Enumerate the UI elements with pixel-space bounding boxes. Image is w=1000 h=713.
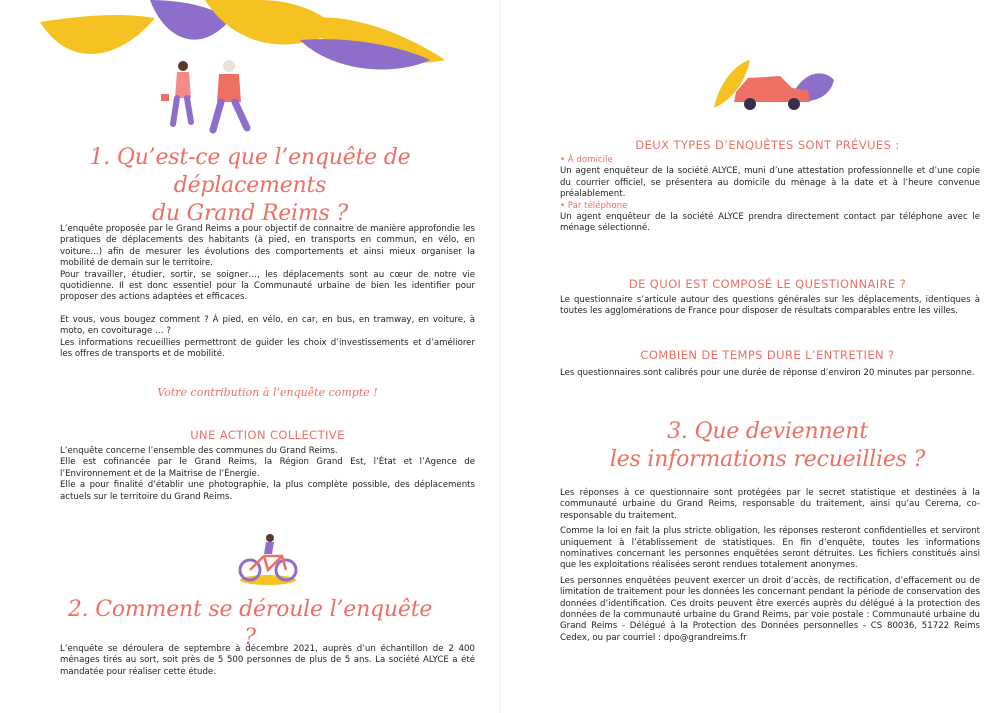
phone-survey-label: • Par téléphone: [560, 200, 628, 211]
section2-paragraph-1: L’enquête se déroulera de septembre à décembre 2021, auprès d’un échantillon de 2 400 ménages tirés au sort, soit près de 5 500 personnes de plus de 5 ans. La société ALYCE a été mandatée pour réaliser cette étude.: [60, 644, 475, 677]
section1-paragraph-2: Pour travailler, étudier, sortir, se soigner…, les déplacements sont au cœur de notre vie quotidienne. Il est donc essentiel pour la Communauté urbaine de bien les identifier pour proposer des actions adaptées et efficaces.: [60, 269, 475, 303]
section1-title-line2: du Grand Reims ?: [151, 201, 349, 226]
phone-survey-text: Un agent enquêteur de la société ALYCE prendra directement contact par téléphone avec le ménage sélectionné.: [560, 212, 980, 234]
section3-body: [560, 488, 980, 644]
survey-types-body: [560, 155, 980, 235]
collective-line-1: L’enquête concerne l’ensemble des communes du Grand Reims.: [60, 446, 338, 456]
home-survey-label: • À domicile: [560, 155, 613, 165]
survey-types-heading: DEUX TYPES D’ENQUÊTES SONT PRÉVUES :: [635, 138, 900, 152]
duration-text: Les questionnaires sont calibrés pour une durée de réponse d’environ 20 minutes par personne.: [560, 368, 975, 378]
collective-body: [60, 446, 475, 503]
duration-body: [560, 368, 980, 379]
questionnaire-body: [560, 295, 980, 318]
home-survey-text: Un agent enquêteur de la société ALYCE, muni d’une attestation professionnelle et d’une copie du courrier officiel, se présentera au domicile du ménage à la date et à l’heure convenue préalablement.: [560, 166, 980, 200]
section3-paragraph-1: Les réponses à ce questionnaire sont protégées par le secret statistique et destinées à la communauté urbaine du Grand Reims, responsable du traitement, ainsi qu’au Cerema, co-responsable du traitement.: [560, 488, 980, 521]
section1-paragraph-3: Et vous, vous bougez comment ? À pied, en vélo, en car, en bus, en tramway, en voiture, à moto, en covoiturage … ?: [60, 314, 475, 337]
section2-title: 2. Comment se déroule l’enquête ?: [67, 597, 433, 650]
duration-heading: COMBIEN DE TEMPS DURE L’ENTRETIEN ?: [640, 348, 895, 362]
questionnaire-text: Le questionnaire s’articule autour des questions générales sur les déplacements, identiques à toutes les agglomérations de France pour disposer de résultats comparables entre les villes.: [560, 295, 980, 317]
section3-title-line2: les informations recueillies ?: [609, 447, 926, 472]
section3-title-line1: 3. Que deviennent: [667, 419, 868, 444]
questionnaire-heading: DE QUOI EST COMPOSÉ LE QUESTIONNAIRE ?: [628, 277, 907, 291]
section3-paragraph-2: Comme la loi en fait la plus stricte obligation, les réponses resteront confidentielles et serviront uniquement à l’établissement de statistiques. En fin d’enquête, toutes les informations nominatives concernant les personnes enquêtées seront détruites. Les fichiers constitués ainsi que les exploitations réalisées seront rendues totalement anonymes.: [560, 526, 980, 571]
section1-paragraph-1: L’enquête proposée par le Grand Reims a pour objectif de connaitre de manière approfondie les pratiques de déplacements des habitants (à pied, en transports en commun, en vélo, en voiture…) afin de mesurer les évolutions des comportements et ainsi mieux organiser la mobilité de demain sur le territoire.: [60, 224, 475, 269]
section1-title-line1: 1. Qu’est-ce que l’enquête de déplacements: [89, 145, 411, 198]
cyclist-icon: [236, 530, 300, 586]
section1-title: [60, 144, 440, 228]
car-icon: [710, 58, 836, 118]
section3-title: [560, 418, 975, 474]
walking-people-icon: [155, 58, 255, 140]
section1-paragraph-4: Les informations recueillies permettront de guider les choix d’investissements et d’améliorer les offres de transports et de mobilité.: [60, 337, 475, 360]
section1-body: [60, 224, 475, 360]
right-page: [500, 0, 1000, 713]
collective-heading: UNE ACTION COLLECTIVE: [190, 428, 345, 442]
collective-line-2: Elle est cofinancée par le Grand Reims, la Région Grand Est, l’État et l’Agence de l’Environnement et de la Maitrise de l’Énergie.: [60, 457, 475, 479]
collective-line-3: Elle a pour finalité d’établir une photographie, la plus complète possible, des déplacements actuels sur le territoire du Grand Reims.: [60, 480, 475, 502]
contribution-tagline: Votre contribution à l’enquête compte !: [157, 386, 378, 399]
section2-body: [60, 644, 475, 678]
section3-paragraph-3: Les personnes enquêtées peuvent exercer un droit d’accès, de rectification, d’effacement ou de limitation de traitement pour les données les concernant pendant la période de conservation des données d’identification. Ces droits peuvent être exercés auprès du délégué à la protection des données de la communauté urbaine du Grand Reims, par voie postale : Communauté urbaine du Grand Reims - Délégué à la Protection des Données personnelles - CS 80036, 51722 Reims Cedex, ou par courriel : dpo@grandreims.fr: [560, 575, 980, 643]
